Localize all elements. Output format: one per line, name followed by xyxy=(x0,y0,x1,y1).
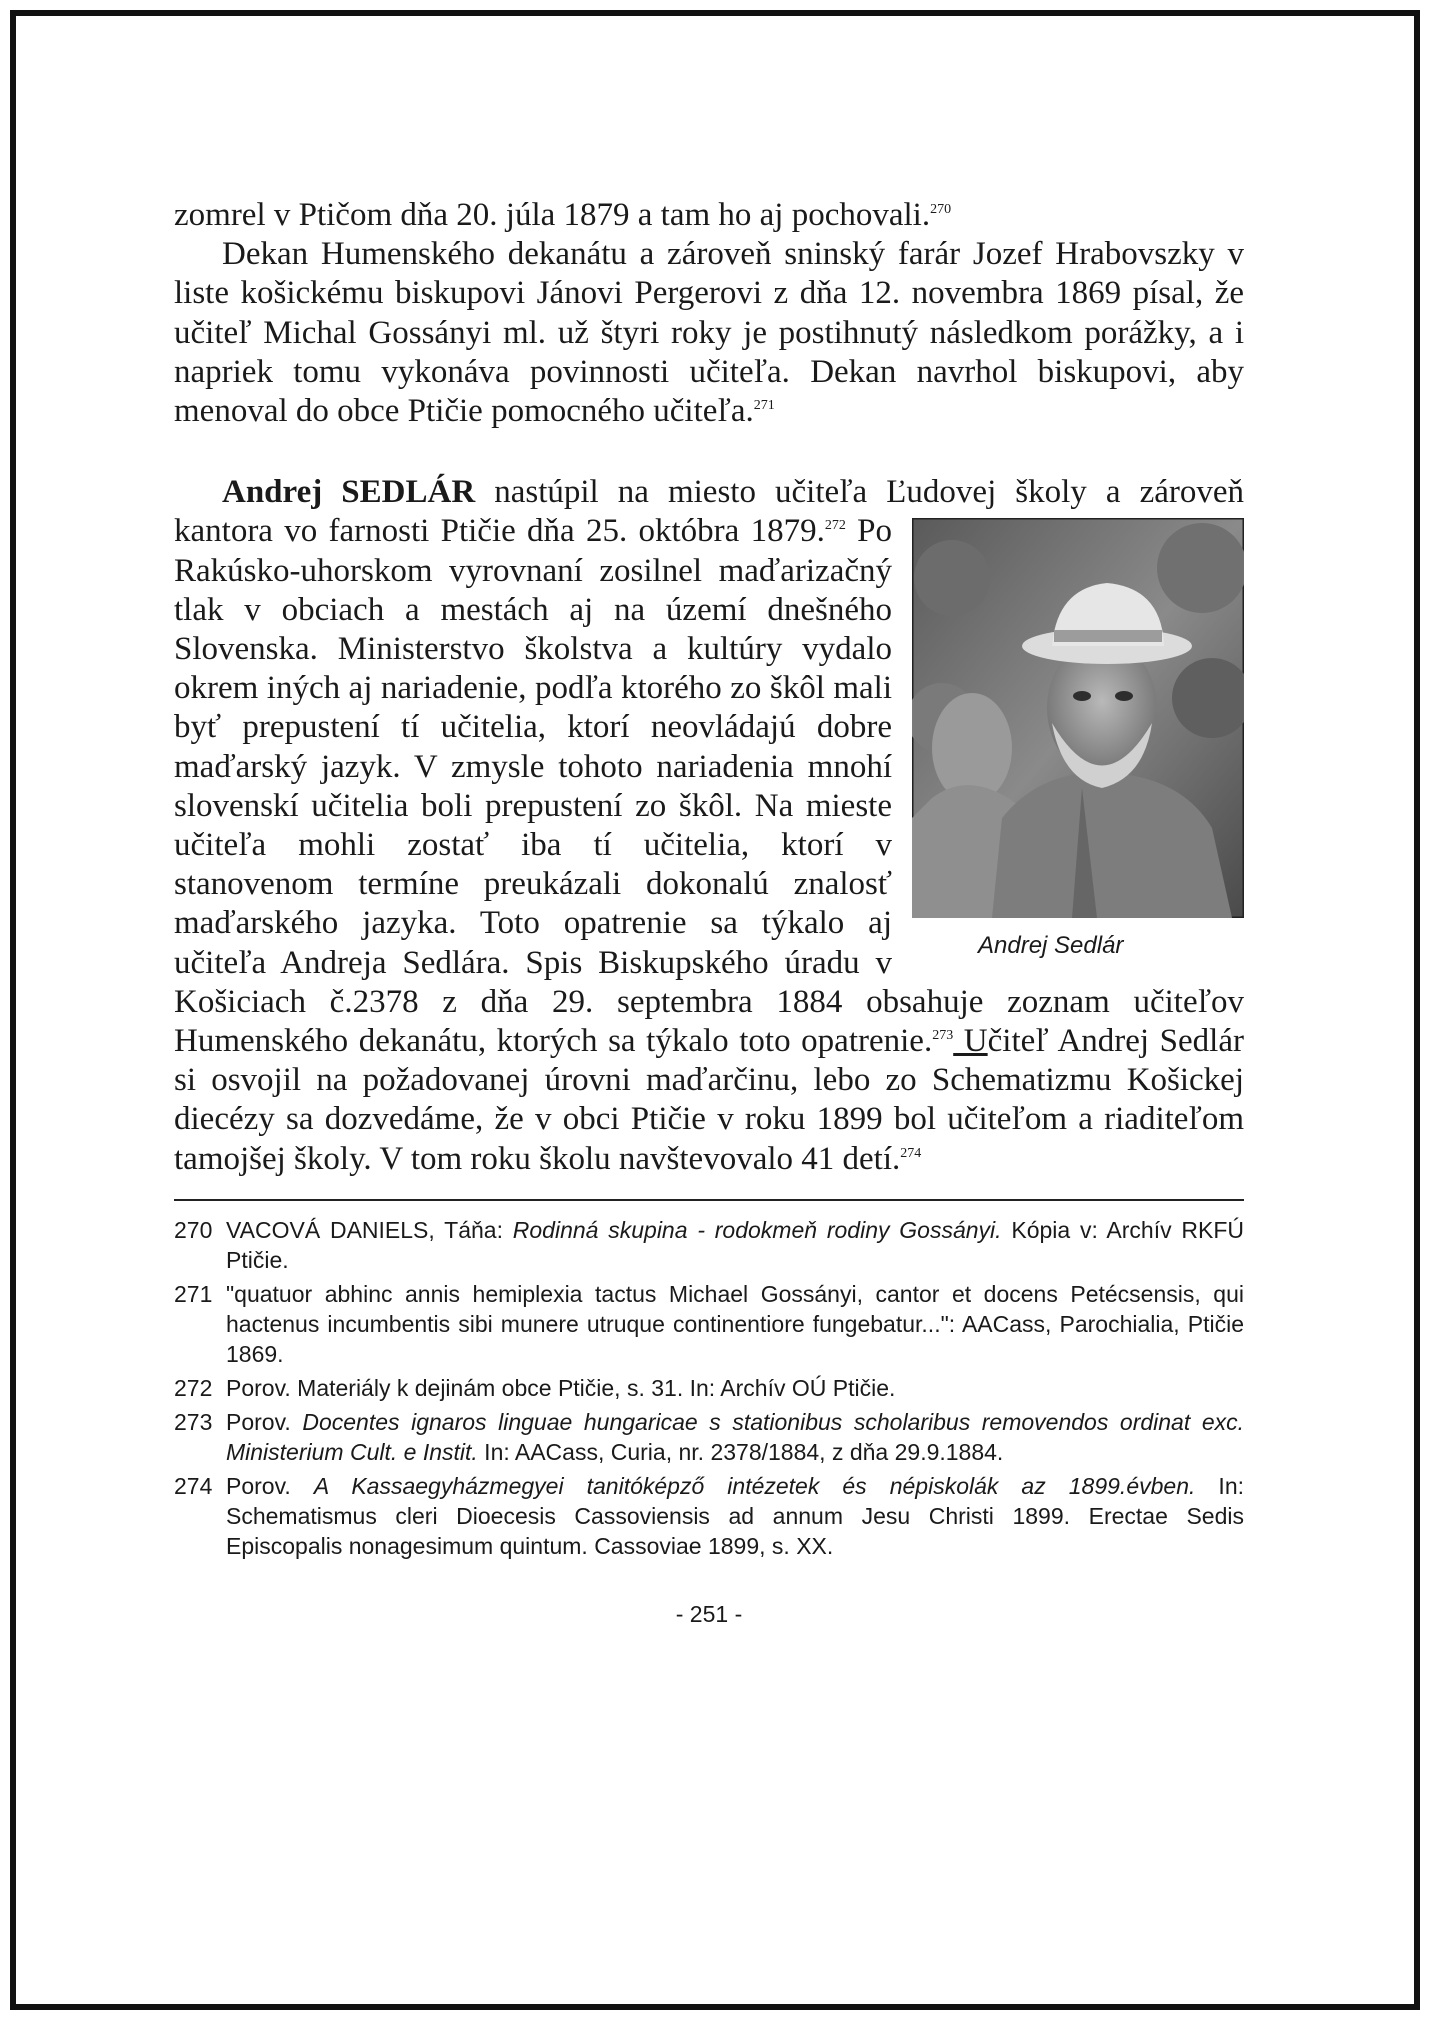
paragraph-continuation: zomrel v Ptičom dňa 20. júla 1879 a tam ho aj pochovali.$^{270}$ xyxy=(174,197,952,233)
footnote-272: 272 Porov. Materiály k dejinám obce Ptičie, s. 31. In: Archív OÚ Ptičie. xyxy=(174,1374,896,1401)
footnote-ref-272: 272 xyxy=(824,518,846,534)
paragraph-dekan: Dekan Humenského dekanátu a zároveň sninský farár Jozef Hrabovszky v liste košickému biskupovi Jánovi Pergerovi z dňa 12. novembra 1869 písal, že učiteľ Michal Gossányi ml. už štyri roky je postihnutý následkom porážky, a i napriek tomu vykonáva povinnosti učiteľa. Dekan navrhol biskupovi, aby menoval do obce Ptičie pomocného učiteľa.$^{271}$ xyxy=(174,236,1244,430)
footnote-271: 271 "quatuor abhinc annis hemiplexia tactus Michael Gossányi, cantor et docens Petécsensis, qui hactenus incumbentis sibi munere utruque continentiore fungebatur...": AACass, Parochialia, Ptičie 1869. xyxy=(174,1280,1244,1367)
footnote-ref-271: 271 xyxy=(753,398,775,414)
section-sedlar xyxy=(174,473,1244,1179)
footnotes xyxy=(174,1215,1244,1561)
portrait-caption: Andrej Sedlár xyxy=(978,932,1124,960)
footnote-ref-274: 274 xyxy=(900,1145,922,1161)
portrait-figure xyxy=(912,518,1244,965)
teacher-name: Andrej SEDLÁR xyxy=(222,474,476,511)
footnote-270: 270 VACOVÁ DANIELS, Táňa: Rodinná skupina - rodokmeň rodiny Gossányi. Kópia v: Archív RKFÚ Ptičie. xyxy=(174,1216,1244,1273)
footnote-273: 273 Porov. Docentes ignaros linguae hungaricae s stationibus scholaribus removendos ordinat exc. Ministerium Cult. e Instit. In: AACass, Curia, nr. 2378/1884, z dňa 29.9.1884. xyxy=(174,1408,1244,1465)
paragraph-sedlar: Andrej SEDLÁR nastúpil na miesto učiteľa Ľudovej školy a zároveň kantora vo farnosti Ptičie dňa 25. októbra 1879.$^{272}$ Andrej Sedlár Po Rakúsko-uhorskom vyrovnaní zosilnel maďarizačný tlak v obciach a mestách aj na území dnešného Slovenska. Ministerstvo školstva a kultúry vydalo okrem iných aj nariadenie, podľa ktorého zo škôl mali byť prepustení tí učitelia, ktorí neovládajú dobre maďarský jazyk. V zmysle tohoto nariadenia mnohí slovenskí učitelia boli prepustení zo škôl. Na mieste učiteľa mohli zostať iba tí učitelia, ktorí v stanovenom termíne preukázali dokonalú znalosť maďarského jazyka. Toto opatrenie sa týkalo aj učiteľa Andreja Sedlára. Spis Biskupského úradu v Košiciach č.2378 z dňa 29. septembra 1884 obsahuje zoznam učiteľov Humenského dekanátu, ktorých sa týkalo toto opatrenie.$^{273}$ Učiteľ Andrej Sedlár si osvojil na požadovanej úrovni maďarčinu, lebo zo Schematizmu Košickej diecézy sa dozvedáme, že v obci Ptičie v roku 1899 bol učiteľom a riaditeľom tamojšej školy. V tom roku školu navštevovalo 41 detí.$^{274}$ xyxy=(174,473,1244,1179)
footnote-ref-270: 270 xyxy=(930,202,952,217)
portrait-photo xyxy=(912,518,1244,918)
book-page xyxy=(174,196,1244,1628)
footnote-ref-273: 273 xyxy=(932,1028,954,1044)
footnote-274: 274 Porov. A Kassaegyházmegyei tanitóképző intézetek és népiskolák az 1899.évben. In: Schematismus cleri Dioecesis Cassoviensis ad annum Jesu Christi 1899. Erectae Sedis Episcopalis nonagesimum quintum. Cassoviae 1899, s. XX. xyxy=(174,1472,1245,1559)
footnote-divider xyxy=(174,1199,1244,1201)
page-number: - 251 - xyxy=(675,1600,743,1627)
